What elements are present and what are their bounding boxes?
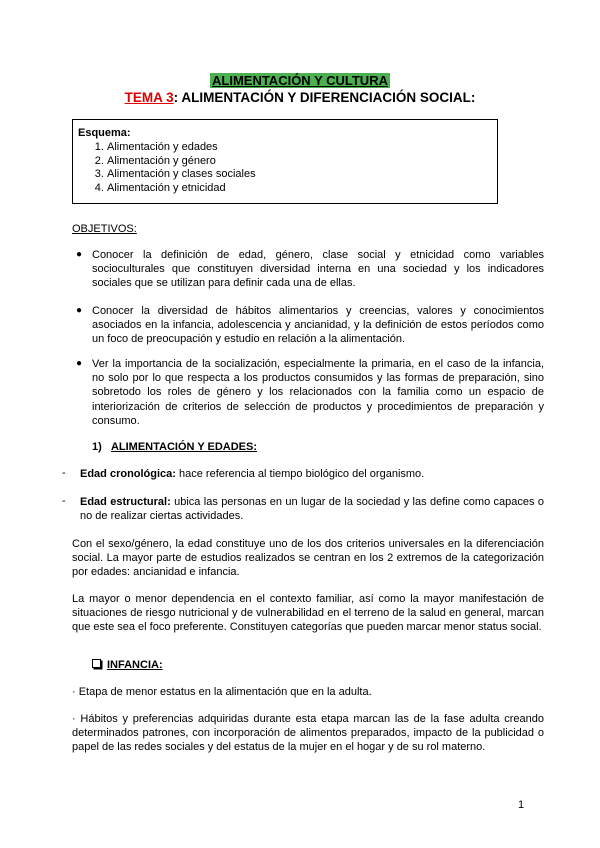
definition-estructural: Edad estructural: ubica las personas en un lugar de la sociedad y las define como capaces o no de realizar ciertas actividades.: [80, 496, 544, 523]
dash-icon: -: [62, 467, 66, 479]
tema-title: TEMA 3: ALIMENTACIÓN Y DIFERENCIACIÓN SOCIAL:: [124, 90, 476, 105]
paragraph: Con el sexo/género, la edad constituye uno de los dos criterios universales en la diferenciación social. La mayor parte de estudios realizados se centran en los 2 extremos de la categorización por edades: ancianidad e infancia.: [72, 538, 544, 579]
section-heading: 1) ALIMENTACIÓN Y EDADES:: [92, 441, 258, 453]
checkbox-bullet-icon: [92, 659, 101, 668]
esquema-item: 3. Alimentación y clases sociales: [107, 168, 256, 182]
tema-label: TEMA 3: [124, 90, 174, 105]
bullet-dot-icon: ●: [76, 358, 83, 369]
esquema-box: [72, 119, 498, 204]
objetivo-bullet: ● Conocer la definición de edad, género, clase social y etnicidad como variables socioculturales que constituyen diversidad interna en una sociedad y los indicadores sociales que se utilizan para definir cada una de ellas.: [76, 249, 544, 290]
esquema-heading: Esquema:: [78, 127, 131, 139]
page-number: 1: [518, 799, 525, 811]
definition-cronologica: Edad cronológica: hace referencia al tiempo biológico del organismo.: [80, 468, 425, 480]
bullet-dot-icon: ●: [76, 249, 83, 260]
infancia-heading: INFANCIA:: [92, 659, 163, 671]
bullet-dot-icon: ●: [76, 305, 83, 316]
paragraph: · Etapa de menor estatus en la alimentación que en la adulta.: [72, 686, 372, 698]
objetivos-heading: OBJETIVOS:: [72, 223, 137, 235]
objetivo-bullet: ● Ver la importancia de la socialización, especialmente la primaria, en el caso de la infancia, no solo por lo que respecta a los productos consumidos y las formas de preparación, sino sobretodo los roles de género y los relacionados con la familia como un espacio de interiorización de criterios de selección de productos y procedimientos de preparación y consumo.: [76, 358, 544, 427]
esquema-item: 1. Alimentación y edades: [107, 141, 256, 155]
esquema-item: 4. Alimentación y etnicidad: [107, 182, 256, 196]
esquema-list: [89, 141, 256, 195]
esquema-item: 2. Alimentación y género: [107, 155, 256, 169]
paragraph: · Hábitos y preferencias adquiridas durante esta etapa marcan las de la fase adulta creando determinados patrones, con incorporación de alimentos preparados, impacto de la publicidad o papel de las redes sociales y del estatus de la mujer en el hogar y de su rol materno.: [72, 713, 544, 754]
dash-icon: -: [62, 495, 66, 507]
course-title: ALIMENTACIÓN Y CULTURA: [212, 73, 388, 88]
paragraph: La mayor o menor dependencia en el contexto familiar, así como la mayor manifestación de situaciones de riesgo nutricional y de vulnerabilidad en el terreno de la salud en general, marcan que este sea el foco preferente. Constituyen categorías que pueden marcar menor status social.: [72, 593, 544, 634]
objetivo-bullet: ● Conocer la diversidad de hábitos alimentarios y creencias, valores y conocimientos asociados en la infancia, adolescencia y ancianidad, y la definición de estos períodos como un foco de preocupación y estudio en relación a la alimentación.: [76, 305, 544, 346]
